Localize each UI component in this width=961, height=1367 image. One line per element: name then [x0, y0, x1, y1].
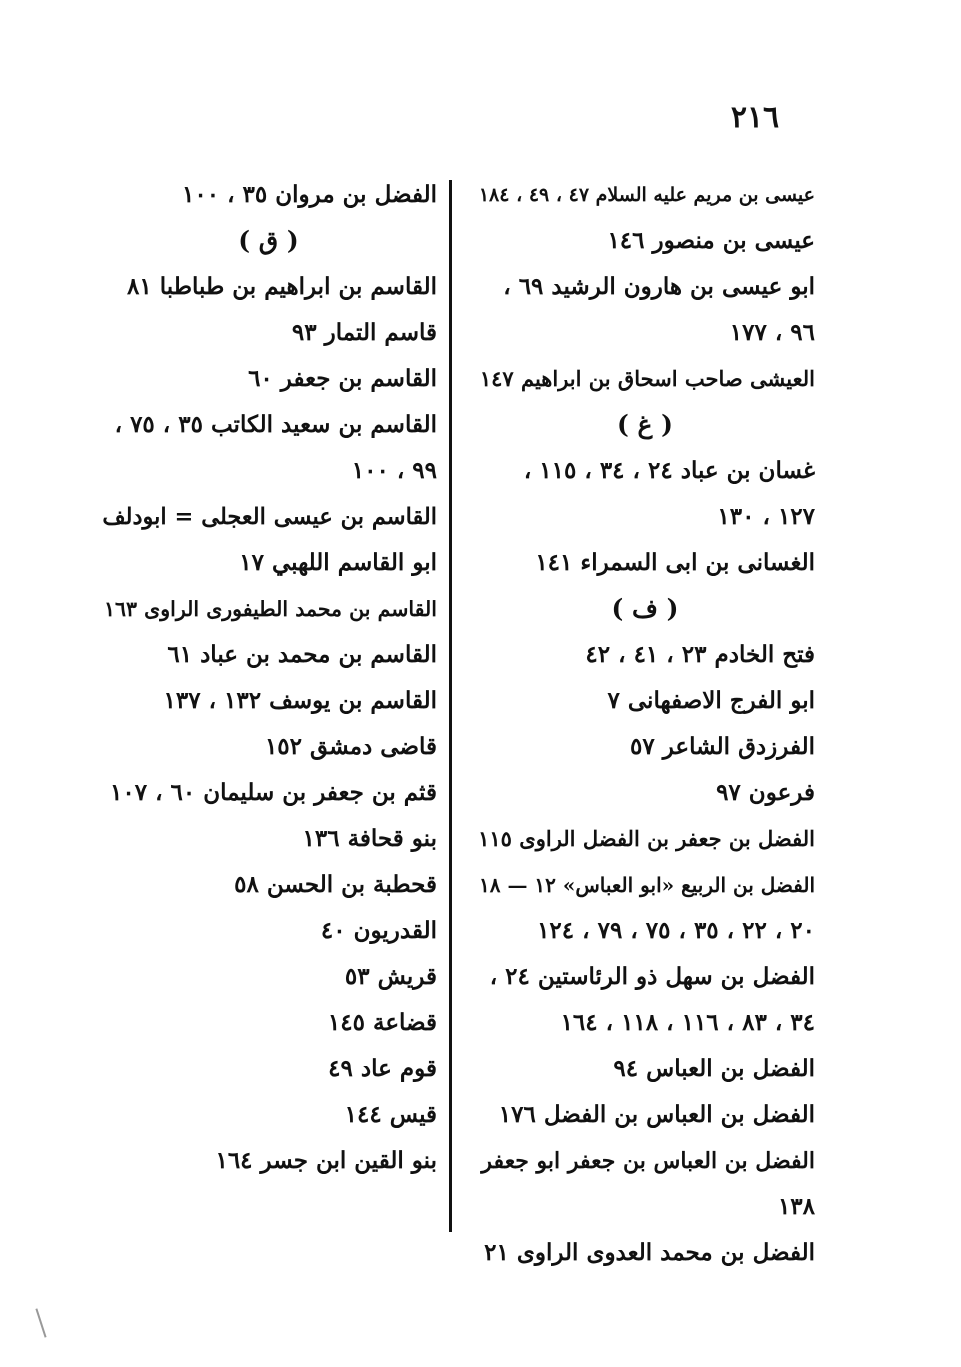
index-entry: غسان بن عباد ٢٤ ، ٣٤ ، ١١٥ ،	[523, 457, 815, 484]
index-entry: القدريون ٤٠	[320, 917, 437, 944]
index-entry: القاسم بن جعفر ٦٠	[248, 365, 437, 392]
index-column-right	[475, 172, 815, 1276]
index-entry: قضاعة ١٤٥	[327, 1009, 437, 1036]
index-entry: القاسم بن يوسف ١٣٢ ، ١٣٧	[163, 687, 437, 714]
index-entry: عيسى بن مريم عليه السلام ٤٧ ، ٤٩ ، ١٨٤	[478, 184, 815, 206]
index-entry: ٣٤ ، ٨٣ ، ١١٦ ، ١١٨ ، ١٦٤	[560, 1009, 815, 1036]
index-column-left	[100, 172, 437, 1184]
index-entry: القاسم بن ابراهيم بن طباطبا ٨١	[127, 273, 437, 300]
index-entry: ١٢٧ ، ١٣٠	[717, 503, 815, 530]
index-entry: ابو الفرج الاصفهانى ٧	[607, 687, 815, 714]
index-section-letter: ( ق )	[238, 226, 299, 255]
index-entry: الفرزدق الشاعر ٥٧	[630, 733, 815, 760]
index-entry: الفضل بن سهل ذو الرئاستين ٢٤ ،	[489, 963, 815, 990]
index-entry: ٩٩ ، ١٠٠	[351, 457, 437, 484]
index-entry: قاسم التمار ٩٣	[291, 319, 437, 346]
index-entry: ١٣٨	[777, 1193, 815, 1220]
index-entry: الفضل بن العباس بن جعفر ابو جعفر	[481, 1148, 815, 1174]
index-entry: قاضى دمشق ١٥٢	[264, 733, 437, 760]
index-entry: قيس ١٤٤	[344, 1101, 437, 1128]
index-entry: الفضل بن الربيع «ابو العباس» ١٢ — ١٨	[479, 873, 815, 897]
index-entry: قوم عاد ٤٩	[328, 1055, 437, 1082]
index-entry: فرعون ٩٧	[716, 779, 815, 806]
index-entry: القاسم بن سعيد الكاتب ٣٥ ، ٧٥ ،	[114, 411, 437, 438]
index-entry: ابو القاسم اللهبي ١٧	[239, 549, 437, 576]
index-entry: قحطبة بن الحسن ٥٨	[234, 871, 437, 898]
index-entry: القاسم بن عيسى العجلى = ابودلف	[102, 504, 437, 530]
index-entry: قثم بن جعفر بن سليمان ٦٠ ، ١٠٧	[110, 779, 437, 806]
column-divider	[449, 180, 452, 1232]
index-entry: بنو القين ابن جسر ١٦٤	[215, 1147, 437, 1174]
index-entry: بنو قحافة ١٣٦	[302, 825, 437, 852]
index-entry: الفضل بن محمد العدوى الراوى ٢١	[484, 1239, 815, 1266]
index-entry: الغسانى بن ابى السمراء ١٤١	[535, 549, 815, 576]
index-entry: ٢٠ ، ٢٢ ، ٣٥ ، ٧٥ ، ٧٩ ، ١٢٤	[537, 917, 815, 944]
index-section-letter: ( غ )	[617, 410, 673, 439]
index-entry: ٩٦ ، ١٧٧	[729, 319, 815, 346]
scan-mark	[35, 1308, 46, 1337]
index-entry: القاسم بن محمد الطيفورى الراوى ١٦٣	[104, 597, 437, 621]
index-entry: ابو عيسى بن هارون الرشيد ٦٩ ،	[503, 273, 815, 300]
index-entry: الفضل بن العباس بن الفضل ١٧٦	[498, 1101, 815, 1128]
index-entry: الفضل بن مروان ٣٥ ، ١٠٠	[182, 181, 437, 208]
page-number: ٢١٦	[730, 100, 780, 135]
index-entry: القاسم بن محمد بن عباد ٦١	[167, 641, 437, 668]
index-entry: الفضل بن العباس ٩٤	[613, 1055, 815, 1082]
index-entry: الفضل بن جعفر بن الفضل الراوى ١١٥	[478, 826, 815, 851]
index-entry: العيشى صاحب اسحاق بن ابراهيم ١٤٧	[479, 366, 815, 391]
index-entry: فتح الخادم ٢٣ ، ٤١ ، ٤٢	[585, 641, 815, 668]
index-section-letter: ( ف )	[611, 594, 679, 623]
index-entry: عيسى بن منصور ١٤٦	[607, 227, 815, 254]
index-entry: قريش ٥٣	[344, 963, 437, 990]
